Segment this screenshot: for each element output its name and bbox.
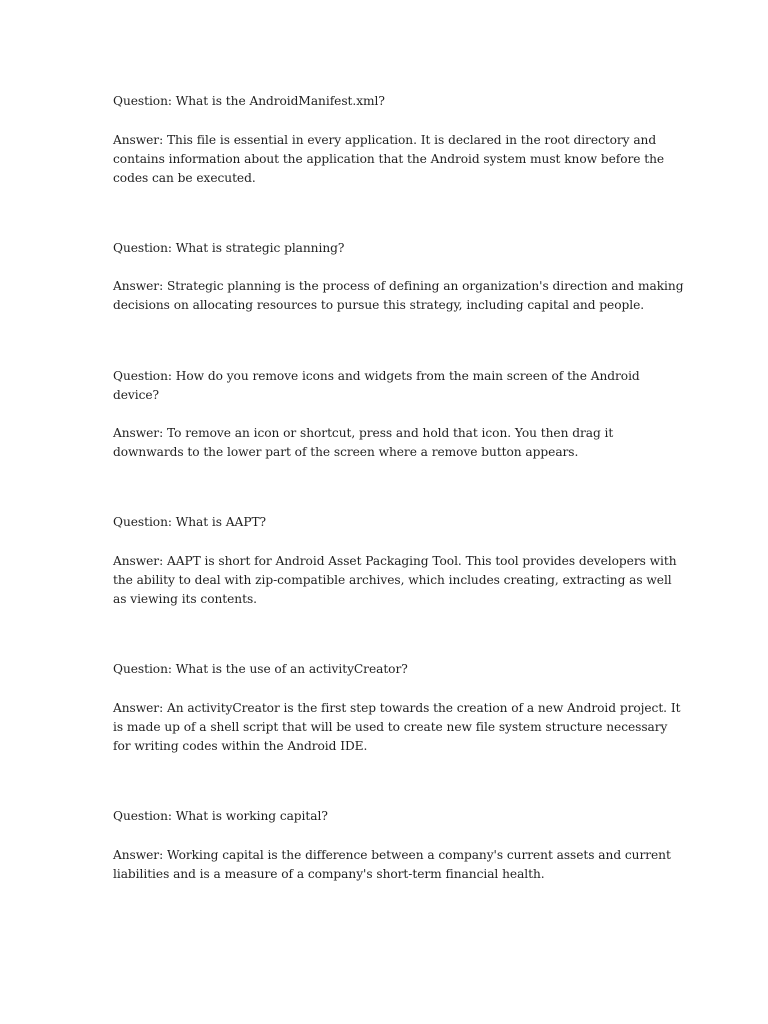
answer-text: is made up of a shell script that will be used to create new file system structure necessary — [113, 720, 668, 734]
question-text: Question: What is the use of an activityCreator? — [113, 662, 408, 676]
answer-text: Answer: This file is essential in every application. It is declared in the root directory and — [113, 133, 657, 147]
question-text: Question: What is the AndroidManifest.xml? — [113, 94, 385, 108]
answer-text: codes can be executed. — [113, 171, 256, 185]
answer-text: for writing codes within the Android IDE. — [113, 739, 368, 753]
answer-text: Answer: An activityCreator is the first step towards the creation of a new Android project. It — [113, 701, 681, 715]
answer-text: decisions on allocating resources to pursue this strategy, including capital and people. — [113, 298, 645, 312]
answer-text: downwards to the lower part of the screen where a remove button appears. — [113, 445, 579, 459]
question-text: Question: How do you remove icons and widgets from the main screen of the Android — [113, 369, 640, 383]
answer-text: as viewing its contents. — [113, 592, 257, 606]
answer-text: contains information about the application that the Android system must know before the — [113, 152, 665, 166]
question-text: Question: What is working capital? — [113, 809, 328, 823]
answer-text: Answer: AAPT is short for Android Asset Packaging Tool. This tool provides developers with — [113, 554, 677, 568]
question-text: Question: What is AAPT? — [113, 515, 267, 529]
answer-text: Answer: To remove an icon or shortcut, press and hold that icon. You then drag it — [113, 426, 614, 440]
question-text: device? — [113, 388, 160, 402]
answer-text: Answer: Strategic planning is the process of defining an organization's direction and making — [113, 279, 684, 293]
answer-text: liabilities and is a measure of a company's short-term financial health. — [113, 867, 545, 881]
question-text: Question: What is strategic planning? — [113, 241, 345, 255]
answer-text: Answer: Working capital is the difference between a company's current assets and current — [113, 848, 671, 862]
answer-text: the ability to deal with zip-compatible archives, which includes creating, extracting as well — [113, 573, 672, 587]
